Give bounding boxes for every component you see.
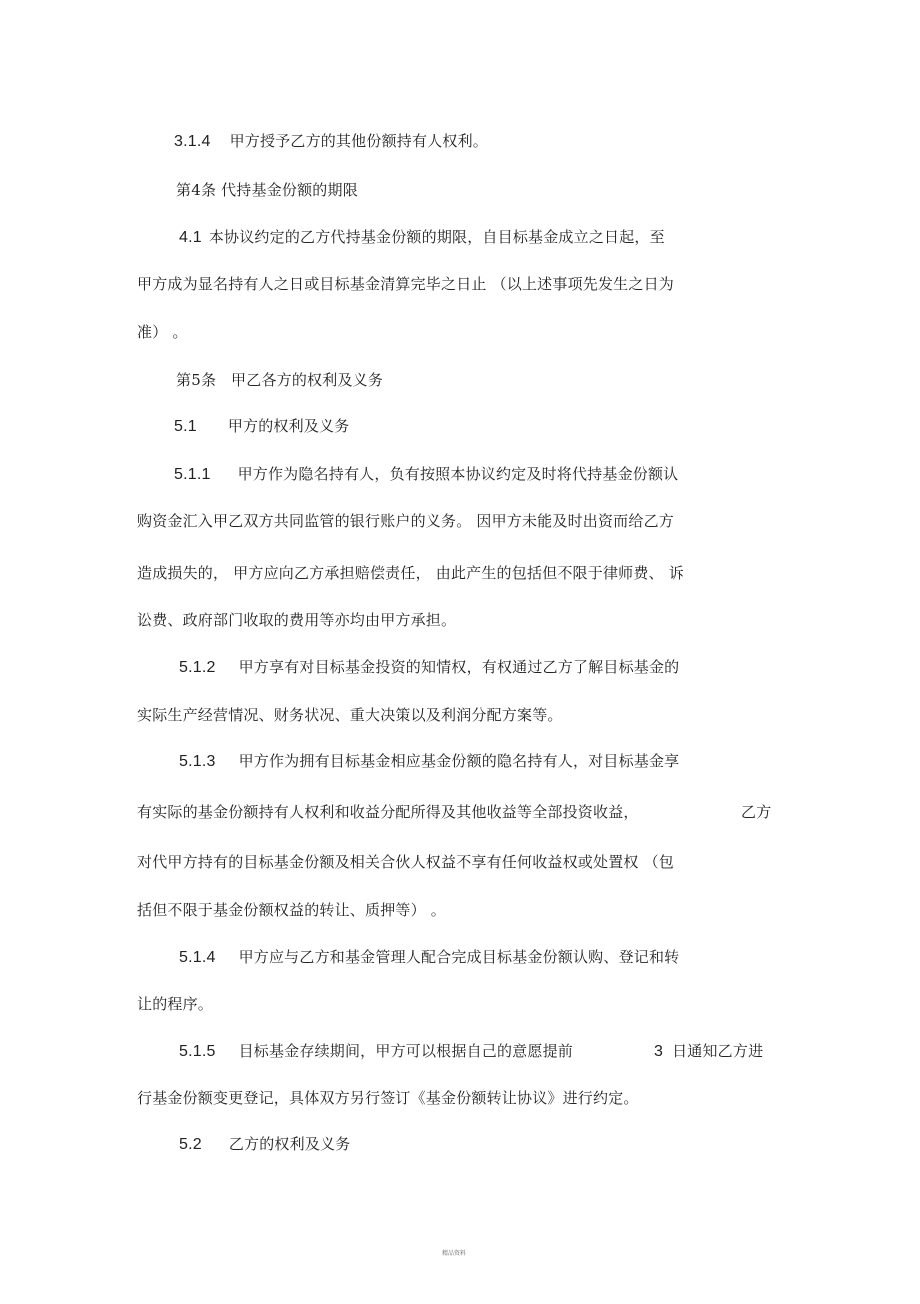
- line-text: 造成损失的， 甲方应向乙方承担赔偿责任， 由此产生的包括但不限于律师费、 诉: [137, 564, 684, 582]
- paragraph-line: [137, 274, 674, 294]
- clause-text: 甲方享有对目标基金投资的知情权，有权通过乙方了解目标基金的: [238, 658, 680, 676]
- paragraph-line: [137, 994, 213, 1014]
- article-4-heading: [176, 180, 358, 200]
- clause-number: 5.1.3: [179, 753, 216, 770]
- clause-text: 甲方应与乙方和基金管理人配合完成目标基金份额认购、登记和转: [238, 948, 680, 966]
- line-text: 有实际的基金份额持有人权利和收益分配所得及其他收益等全部投资收益，: [137, 803, 639, 821]
- line-text: 讼费、政府部门收取的费用等亦均由甲方承担。: [137, 611, 457, 629]
- clause-text: 甲方授予乙方的其他份额持有人权利。: [229, 132, 488, 150]
- clause-number: 5.1.4: [179, 949, 216, 966]
- paragraph-line: [137, 322, 188, 342]
- paragraph-line: [137, 900, 446, 920]
- clause-5-1-2: [179, 657, 679, 678]
- line-text: 括但不限于基金份额权益的转让、质押等） 。: [137, 901, 446, 919]
- clause-5-1-5: [179, 1041, 573, 1062]
- paragraph-line: [137, 511, 674, 531]
- clause-3-1-4: [174, 131, 488, 152]
- line-text: 行基金份额变更登记，具体双方另行签订《基金份额转让协议》进行约定。: [137, 1089, 639, 1107]
- clause-number: 5.1.5: [179, 1043, 216, 1060]
- paragraph-line: [137, 802, 639, 822]
- clause-number: 3.1.4: [174, 133, 211, 150]
- line-text: 准） 。: [137, 323, 188, 341]
- line-text: 乙方: [741, 803, 772, 821]
- clause-text: 甲方的权利及义务: [227, 417, 350, 435]
- clause-number: 5.1.2: [179, 659, 216, 676]
- clause-text: 乙方的权利及义务: [228, 1135, 351, 1153]
- line-text: 购资金汇入甲乙双方共同监管的银行账户的义务。 因甲方未能及时出资而给乙方: [137, 512, 674, 530]
- clause-text: 本协议约定的乙方代持基金份额的期限，自目标基金成立之日起，至: [208, 228, 665, 246]
- clause-text: 目标基金存续期间，甲方可以根据自己的意愿提前: [238, 1042, 573, 1060]
- clause-5-2: [179, 1134, 350, 1155]
- clause-5-1: [174, 416, 349, 437]
- clause-5-1-1: [174, 464, 678, 485]
- day-count: 3: [654, 1043, 664, 1060]
- paragraph-line: [137, 705, 563, 725]
- page-footer: 精品资料: [442, 1250, 467, 1257]
- line-text: 日通知乙方进: [672, 1042, 764, 1060]
- clause-5-1-4: [179, 947, 679, 968]
- clause-number: 4.1: [179, 229, 202, 246]
- paragraph-line: [137, 610, 456, 630]
- heading-text: 第4条 代持基金份额的期限: [176, 181, 358, 199]
- paragraph-line: [137, 852, 674, 872]
- line-text: 实际生产经营情况、财务状况、重大决策以及利润分配方案等。: [137, 706, 563, 724]
- clause-5-1-3: [179, 751, 679, 772]
- paragraph-line: [137, 1088, 639, 1108]
- heading-text: 第5条 甲乙各方的权利及义务: [176, 371, 384, 389]
- clause-5-1-5-tail: [654, 1041, 763, 1062]
- clause-text: 甲方作为隐名持有人，负有按照本协议约定及时将代持基金份额认: [237, 465, 679, 483]
- clause-number: 5.1: [174, 418, 197, 435]
- clause-4-1: [179, 227, 665, 248]
- line-text: 对代甲方持有的目标基金份额及相关合伙人权益不享有任何收益权或处置权 （包: [137, 853, 674, 871]
- line-text: 甲方成为显名持有人之日或目标基金清算完毕之日止 （以上述事项先发生之日为: [137, 275, 674, 293]
- clause-number: 5.2: [179, 1136, 202, 1153]
- clause-number: 5.1.1: [174, 466, 211, 483]
- article-5-heading: [176, 370, 383, 390]
- paragraph-line-tail: [741, 802, 771, 822]
- paragraph-line: [137, 563, 684, 583]
- clause-text: 甲方作为拥有目标基金相应基金份额的隐名持有人，对目标基金享: [238, 752, 680, 770]
- line-text: 让的程序。: [137, 995, 214, 1013]
